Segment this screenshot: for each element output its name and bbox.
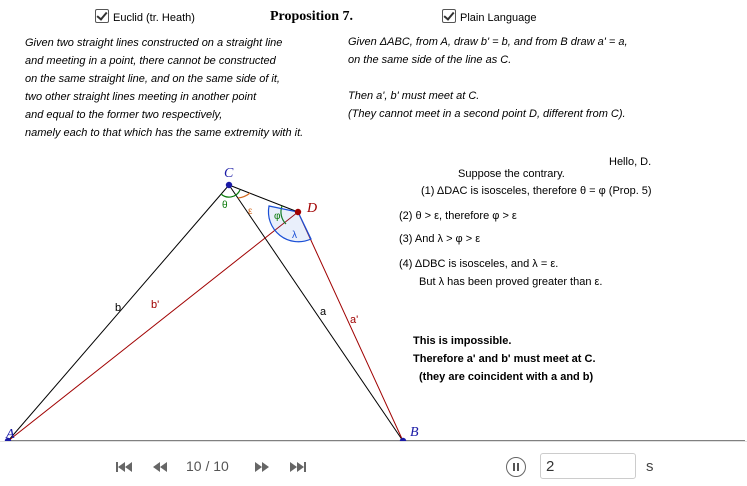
label-c: C: [224, 166, 234, 181]
page-title: Proposition 7.: [270, 9, 353, 24]
label-side-b: b: [115, 302, 122, 314]
plain-language-checkbox-label: Plain Language: [460, 12, 537, 24]
conclusion-line: This is impossible.: [413, 335, 512, 347]
euclid-text-line: namely each to that which has the same extremity with it.: [25, 127, 304, 139]
plain-text-line: Then a', b' must meet at C.: [348, 90, 480, 102]
proof-step-4: (4) ΔDBC is isosceles, and λ = ε.: [399, 258, 559, 270]
label-theta: θ: [222, 200, 228, 211]
proof-step-3: (3) And λ > φ > ε: [399, 233, 481, 245]
pause-icon[interactable]: [506, 457, 526, 477]
label-d: D: [307, 201, 318, 216]
proof-step-2: (2) θ > ε, therefore φ > ε: [399, 210, 517, 222]
label-epsilon: ε: [248, 206, 253, 217]
last-page-icon[interactable]: [289, 461, 307, 473]
line-cd: [229, 185, 298, 212]
line-a-prime: [298, 212, 403, 441]
euclid-text-line: and meeting in a point, there cannot be constructed: [25, 55, 276, 67]
euclid-text-line: on the same straight line, and on the same side of it,: [25, 73, 280, 85]
line-b-prime: [8, 212, 298, 441]
hello-text: Hello, D.: [609, 156, 652, 168]
first-page-icon[interactable]: [115, 461, 133, 473]
label-lambda: λ: [292, 230, 297, 241]
playback-bar: [0, 441, 747, 486]
proof-step-4-cont: But λ has been proved greater than ε.: [419, 276, 603, 288]
euclid-text-line: and equal to the former two respectively,: [25, 109, 223, 121]
point-d[interactable]: [295, 209, 301, 215]
previous-page-icon[interactable]: [151, 461, 169, 473]
conclusion-line: (they are coincident with a and b): [419, 371, 594, 383]
euclid-text-line: Given two straight lines constructed on a straight line: [25, 37, 283, 49]
proof-step-1: (1) ΔDAC is isosceles, therefore θ = φ (Prop. 5): [421, 185, 652, 197]
label-b: B: [410, 425, 419, 440]
label-side-a: a: [320, 306, 327, 318]
conclusion-line: Therefore a' and b' must meet at C.: [413, 353, 596, 365]
plain-text-line: (They cannot meet in a second point D, different from C).: [348, 108, 626, 120]
point-c[interactable]: [226, 182, 232, 188]
label-side-b-prime: b': [151, 299, 160, 311]
speed-input[interactable]: [540, 453, 636, 479]
proof-suppose: Suppose the contrary.: [458, 168, 565, 180]
label-side-a-prime: a': [350, 314, 359, 326]
euclid-text-line: two other straight lines meeting in another point: [25, 91, 257, 103]
page-counter: 10 / 10: [186, 458, 229, 474]
label-a: A: [6, 427, 15, 441]
speed-unit: s: [646, 458, 654, 475]
epsilon-arc: [238, 193, 250, 198]
next-page-icon[interactable]: [253, 461, 271, 473]
plain-text-line: Given ΔABC, from A, draw b' = b, and from B draw a' = a,: [348, 36, 628, 48]
label-phi: φ: [274, 211, 281, 222]
line-a: [229, 185, 403, 441]
plain-text-line: on the same side of the line as C.: [348, 54, 512, 66]
euclid-checkbox-label: Euclid (tr. Heath): [113, 12, 195, 24]
